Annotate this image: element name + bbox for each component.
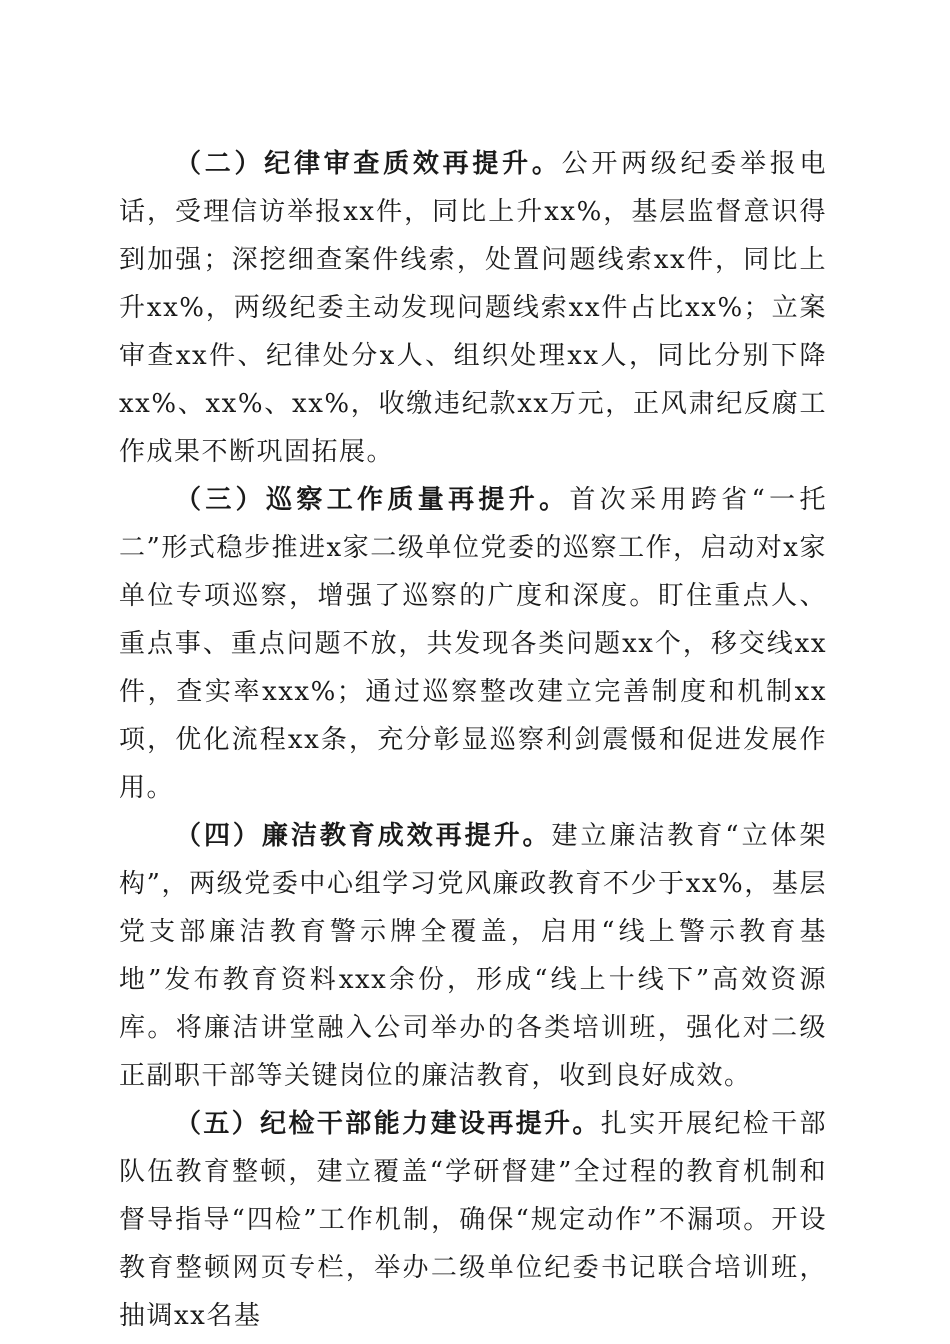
paragraph-heading: （三）巡察工作质量再提升。 — [175, 485, 570, 515]
paragraph-body: 扎实开展纪检干部队伍教育整顿，建立覆盖“学研督建”全过程的教育机制和督导指导“四检”工作机制，确保“规定动作”不漏项。开设教育整顿网页专栏，举办二级单位纪委书记联合培训班，抽调xx名基 — [119, 1109, 827, 1331]
paragraph-body: 首次采用跨省“一托二”形式稳步推进x家二级单位党委的巡察工作，启动对x家单位专项巡察，增强了巡察的广度和深度。盯住重点人、重点事、重点问题不放，共发现各类问题xx个，移交线xx件，查实率xxx%；通过巡察整改建立完善制度和机制xx项，优化流程xx条，充分彰显巡察利剑震慑和促进发展作用。 — [119, 485, 827, 803]
paragraph-inspection-work — [119, 476, 827, 812]
paragraph-body: 建立廉洁教育“立体架构”，两级党委中心组学习党风廉政教育不少于xx%，基层党支部廉洁教育警示牌全覆盖，启用“线上警示教育基地”发布教育资料xxx余份，形成“线上十线下”高效资源库。将廉洁讲堂融入公司举办的各类培训班，强化对二级正副职干部等关键岗位的廉洁教育，收到良好成效。 — [119, 821, 827, 1091]
paragraph-cadre-capacity — [119, 1100, 827, 1340]
paragraph-heading: （二）纪律审查质效再提升。 — [175, 149, 562, 179]
paragraph-heading: （四）廉洁教育成效再提升。 — [175, 821, 552, 851]
paragraph-integrity-education — [119, 812, 827, 1100]
paragraph-body: 公开两级纪委举报电话，受理信访举报xx件，同比上升xx%，基层监督意识得到加强；深挖细查案件线索，处置问题线索xx件，同比上升xx%，两级纪委主动发现问题线索xx件占比xx%；立案审查xx件、纪律处分x人、组织处理xx人，同比分别下降xx%、xx%、xx%，收缴违纪款xx万元，正风肃纪反腐工作成果不断巩固拓展。 — [119, 149, 827, 467]
paragraph-discipline-review — [119, 140, 827, 476]
paragraph-heading: （五）纪检干部能力建设再提升。 — [175, 1109, 601, 1139]
document-page — [119, 140, 827, 1340]
